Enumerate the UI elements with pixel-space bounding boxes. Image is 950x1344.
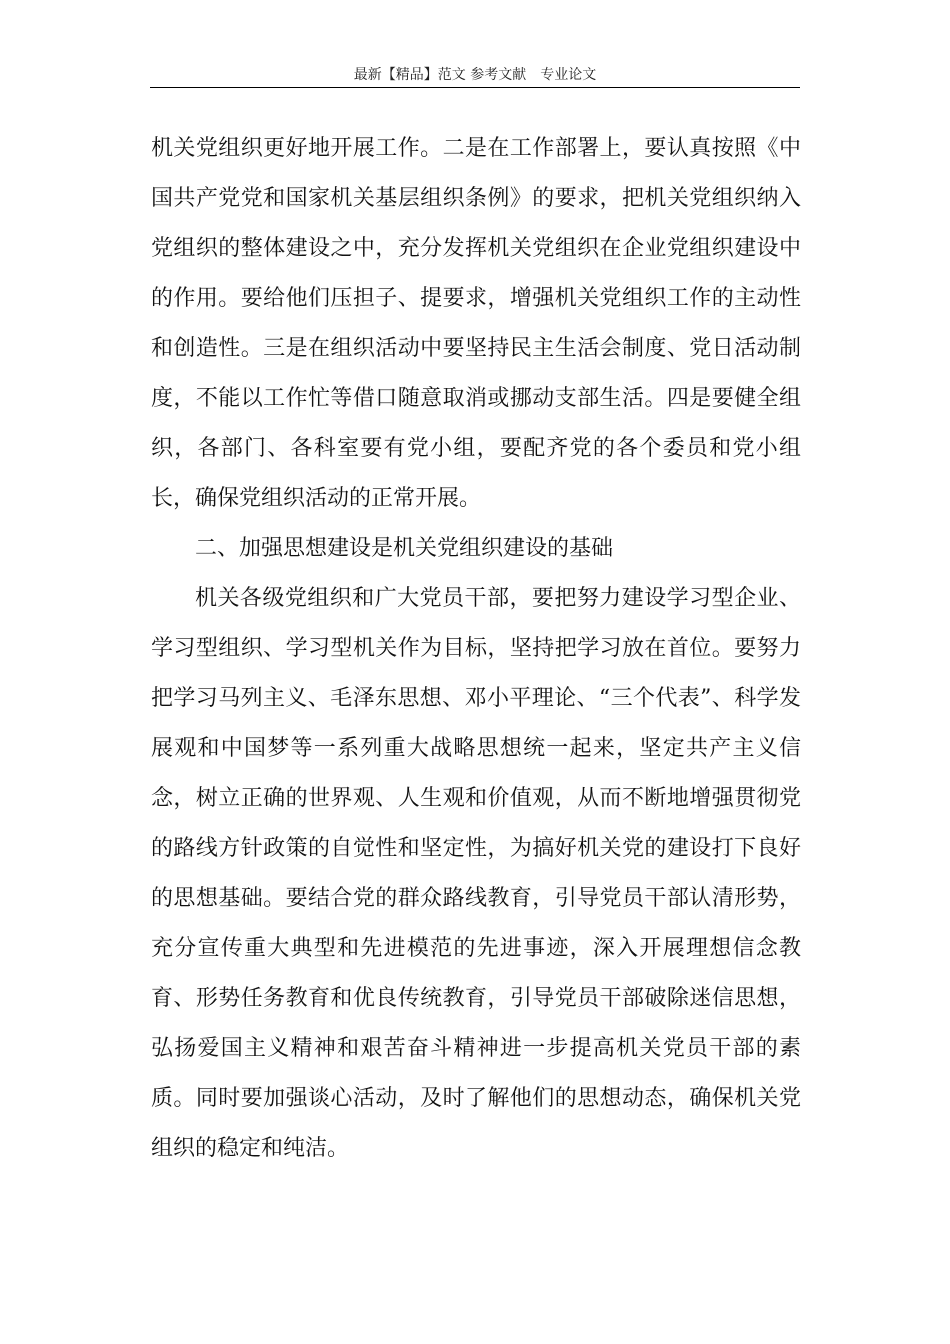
- section-heading: 二、加强思想建设是机关党组织建设的基础: [195, 536, 614, 561]
- text-line: 长，确保党组织活动的正常开展。: [151, 486, 482, 511]
- text-line: 展观和中国梦等一系列重大战略思想统一起来，坚定共产主义信: [151, 736, 801, 761]
- text-line: 念，树立正确的世界观、人生观和价值观，从而不断地增强贯彻党: [151, 786, 801, 811]
- text-line: 把学习马列主义、毛泽东思想、邓小平理论、“三个代表”、科学发: [151, 686, 801, 711]
- text-line: 的作用。要给他们压担子、提要求，增强机关党组织工作的主动性: [151, 286, 801, 311]
- text-line: 和创造性。三是在组织活动中要坚持民主生活会制度、党日活动制: [151, 336, 801, 361]
- text-line: 机关各级党组织和广大党员干部，要把努力建设学习型企业、: [195, 586, 801, 611]
- text-line: 育、形势任务教育和优良传统教育，引导党员干部破除迷信思想，: [151, 986, 801, 1011]
- text-line: 机关党组织更好地开展工作。二是在工作部署上，要认真按照《中: [151, 136, 801, 161]
- text-line: 党组织的整体建设之中，充分发挥机关党组织在企业党组织建设中: [151, 236, 801, 261]
- text-line: 质。同时要加强谈心活动，及时了解他们的思想动态，确保机关党: [151, 1086, 801, 1111]
- text-line: 国共产党党和国家机关基层组织条例》的要求，把机关党组织纳入: [151, 186, 801, 211]
- text-line: 的思想基础。要结合党的群众路线教育，引导党员干部认清形势，: [151, 886, 801, 911]
- text-line: 组织的稳定和纯洁。: [151, 1136, 350, 1161]
- text-line: 度，不能以工作忙等借口随意取消或挪动支部生活。四是要健全组: [151, 386, 801, 411]
- body-text: [151, 128, 801, 1178]
- text-line: 弘扬爱国主义精神和艰苦奋斗精神进一步提高机关党员干部的素: [151, 1036, 801, 1061]
- header-rule: [150, 87, 800, 88]
- text-line: 织，各部门、各科室要有党小组，要配齐党的各个委员和党小组: [151, 436, 801, 461]
- text-line: 充分宣传重大典型和先进模范的先进事迹，深入开展理想信念教: [151, 936, 801, 961]
- text-line: 的路线方针政策的自觉性和坚定性，为搞好机关党的建设打下良好: [151, 836, 801, 861]
- text-line: 学习型组织、学习型机关作为目标，坚持把学习放在首位。要努力: [151, 636, 801, 661]
- page-header: 最新【精品】范文 参考文献 专业论文: [353, 67, 597, 83]
